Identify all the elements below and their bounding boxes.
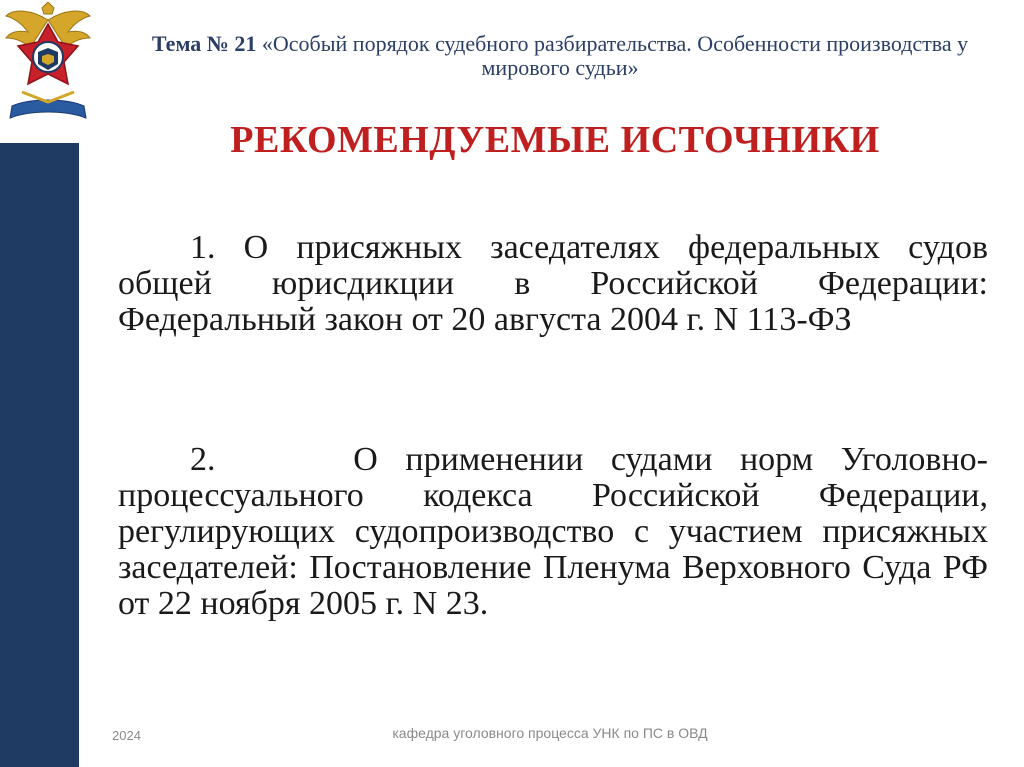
source-text-2: О применении судами норм Уголовно-процессуального кодекса Российской Федерации, регулирующих судопроизводство с участием присяжных заседателей: Постановление Пленума Верховного Суда РФ от 22 ноября 2005 г. N 23. <box>118 441 988 622</box>
footer-department: кафедра уголовного процесса УНК по ПС в ОВД <box>392 725 708 741</box>
topic-text: «Особый порядок судебного разбирательства. Особенности производства у мирового судьи» <box>261 31 969 80</box>
topic-prefix: Тема № 21 <box>151 31 257 56</box>
emblem-logo <box>2 2 94 130</box>
source-text-1: О присяжных заседателях федеральных судов общей юрисдикции в Российской Федерации: Федеральный закон от 20 августа 2004 г. N 113-ФЗ <box>118 229 988 338</box>
footer-year: 2024 <box>112 728 141 743</box>
page-title: РЕКОМЕНДУЕМЫЕ ИСТОЧНИКИ <box>230 119 880 161</box>
source-item-2 <box>118 442 988 622</box>
left-sidebar-bar <box>0 143 79 767</box>
source-number-1: 1. <box>190 229 216 266</box>
source-number-2: 2. <box>190 441 216 478</box>
source-item-1 <box>118 230 988 338</box>
topic-title <box>150 32 970 80</box>
